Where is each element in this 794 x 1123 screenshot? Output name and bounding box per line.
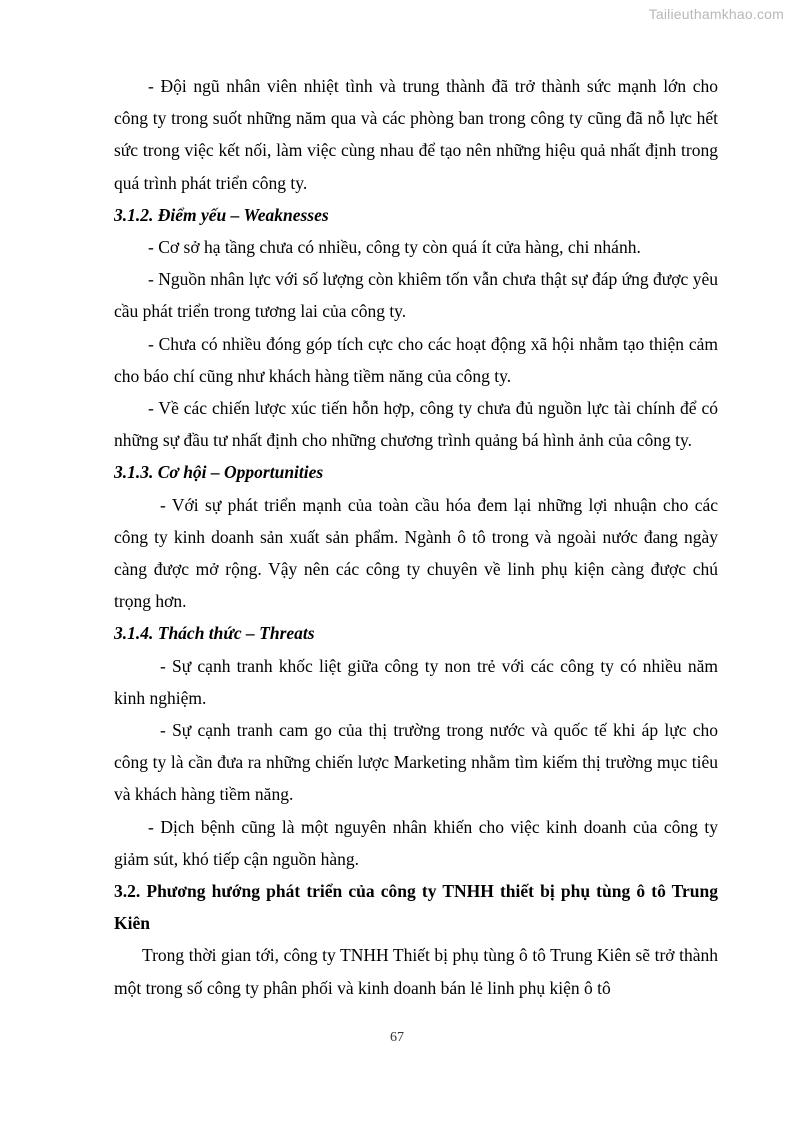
watermark: Tailieuthamkhao.com (648, 6, 784, 22)
strengths-paragraph: - Đội ngũ nhân viên nhiệt tình và trung thành đã trở thành sức mạnh lớn cho công ty trong suốt những năm qua và các phòng ban trong công ty cũng đã nỗ lực hết sức trong việc kết nối, làm việc cùng nhau để tạo nên những hiệu quả nhất định trong quá trình phát triển công ty. (114, 76, 718, 193)
opportunity-item: - Với sự phát triển mạnh của toàn cầu hóa đem lại những lợi nhuận cho các công ty kinh doanh sản xuất sản phẩm. Ngành ô tô trong và ngoài nước đang ngày càng được mở rộng. Vậy nên các công ty chuyên về linh phụ kiện càng được chú trọng hơn. (114, 494, 718, 612)
threat-item: - Sự cạnh tranh khốc liệt giữa công ty non trẻ với các công ty có nhiều năm kinh nghiệm. (114, 655, 718, 708)
opportunities-heading: 3.1.3. Cơ hội – Opportunities (114, 462, 324, 483)
weaknesses-heading: 3.1.2. Điểm yếu – Weaknesses (114, 204, 329, 225)
weakness-item: - Chưa có nhiều đóng góp tích cực cho các hoạt động xã hội nhằm tạo thiện cảm cho báo chí cũng như khách hàng tiềm năng của công ty. (114, 333, 718, 386)
direction-paragraph: Trong thời gian tới, công ty TNHH Thiết bị phụ tùng ô tô Trung Kiên sẽ trở thành một trong số công ty phân phối và kinh doanh bán lẻ linh phụ kiện ô tô (114, 945, 718, 998)
threat-item: - Sự cạnh tranh cam go của thị trường trong nước và quốc tế khi áp lực cho công ty là cần đưa ra những chiến lược Marketing nhằm tìm kiếm thị trường mục tiêu và khách hàng tiềm năng. (114, 720, 718, 805)
document-body (114, 70, 718, 1004)
weakness-item: - Nguồn nhân lực với số lượng còn khiêm tốn vẫn chưa thật sự đáp ứng được yêu cầu phát triển trong tương lai của công ty. (114, 269, 718, 322)
threat-item: - Dịch bệnh cũng là một nguyên nhân khiến cho việc kinh doanh của công ty giảm sút, khó tiếp cận nguồn hàng. (114, 816, 718, 869)
weakness-item: - Cơ sở hạ tầng chưa có nhiều, công ty còn quá ít cửa hàng, chi nhánh. (148, 237, 641, 258)
direction-heading: 3.2. Phương hướng phát triển của công ty TNHH thiết bị phụ tùng ô tô Trung Kiên (114, 881, 718, 934)
weakness-item: - Về các chiến lược xúc tiến hỗn hợp, công ty chưa đủ nguồn lực tài chính để có những sự đầu tư nhất định cho những chương trình quảng bá hình ảnh của công ty. (114, 398, 718, 451)
threats-heading: 3.1.4. Thách thức – Threats (114, 623, 315, 644)
page-number: 67 (390, 1030, 404, 1045)
